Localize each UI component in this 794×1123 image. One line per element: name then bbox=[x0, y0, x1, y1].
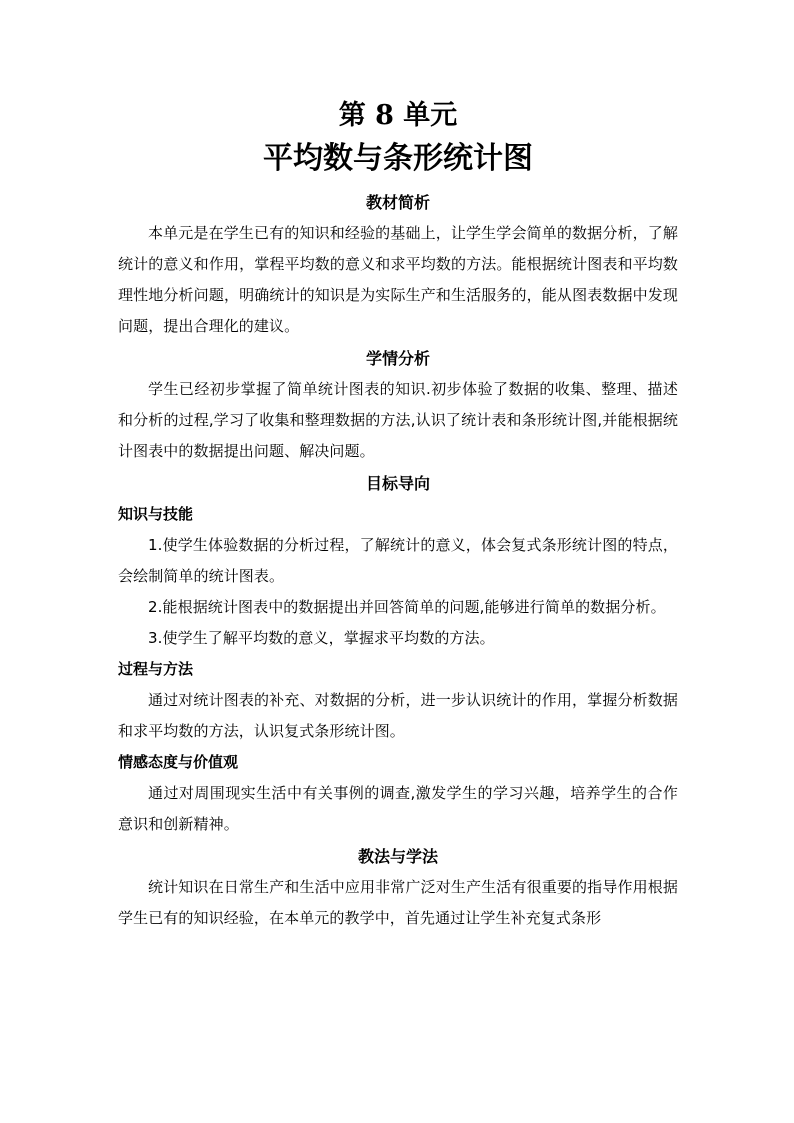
goal-item-3: 3.使学生了解平均数的意义，掌握求平均数的方法。 bbox=[148, 629, 495, 647]
section-heading-textbook-analysis: 教材简析 bbox=[365, 193, 430, 212]
textbook-analysis-paragraph: 本单元是在学生已有的知识和经验的基础上，让学生学会简单的数据分析，了解统计的意义和作用，掌程平均数的意义和求平均数的方法。能根据统计图表和平均数理性地分析问题，明确统计的知识是为实际生产和生活服务的，能从图表数据中发现问题，提出合理化的建议。 bbox=[118, 224, 678, 335]
section-heading-goals: 目标导向 bbox=[365, 474, 430, 493]
student-analysis-paragraph: 学生已经初步掌握了简单统计图表的知识.初步体验了数据的收集、整理、描述和分析的过程,学习了收集和整理数据的方法,认识了统计表和条形统计图,并能根据统计图表中的数据提出问题、解决问题。 bbox=[118, 380, 678, 460]
teaching-methods-paragraph: 统计知识在日常生产和生活中应用非常广泛对生产生活有很重要的指导作用根据学生已有的知识经验，在本单元的教学中，首先通过让学生补充复式条形 bbox=[118, 878, 678, 927]
section-heading-teaching-methods: 教法与学法 bbox=[357, 847, 438, 866]
process-methods-paragraph: 通过对统计图表的补充、对数据的分析，进一步认识统计的作用，掌握分析数据和求平均数的方法，认识复式条形统计图。 bbox=[118, 691, 678, 740]
unit-subtitle: 平均数与条形统计图 bbox=[263, 141, 533, 176]
unit-title: 第 8 单元 bbox=[338, 100, 458, 131]
subheading-knowledge-skills: 知识与技能 bbox=[118, 505, 194, 523]
goal-item-1: 1.使学生体验数据的分析过程，了解统计的意义，体会复式条形统计图的特点，会绘制简单的统计图表。 bbox=[118, 536, 678, 585]
subheading-attitude-values: 情感态度与价值观 bbox=[118, 753, 239, 771]
subheading-process-methods: 过程与方法 bbox=[118, 660, 194, 678]
goal-item-2: 2.能根据统计图表中的数据提出并回答简单的问题,能够进行简单的数据分析。 bbox=[148, 598, 666, 616]
section-heading-student-analysis: 学情分析 bbox=[365, 349, 430, 368]
document-content bbox=[118, 96, 678, 934]
attitude-values-paragraph: 通过对周围现实生活中有关事例的调查,激发学生的学习兴趣，培养学生的合作意识和创新精神。 bbox=[118, 784, 678, 833]
